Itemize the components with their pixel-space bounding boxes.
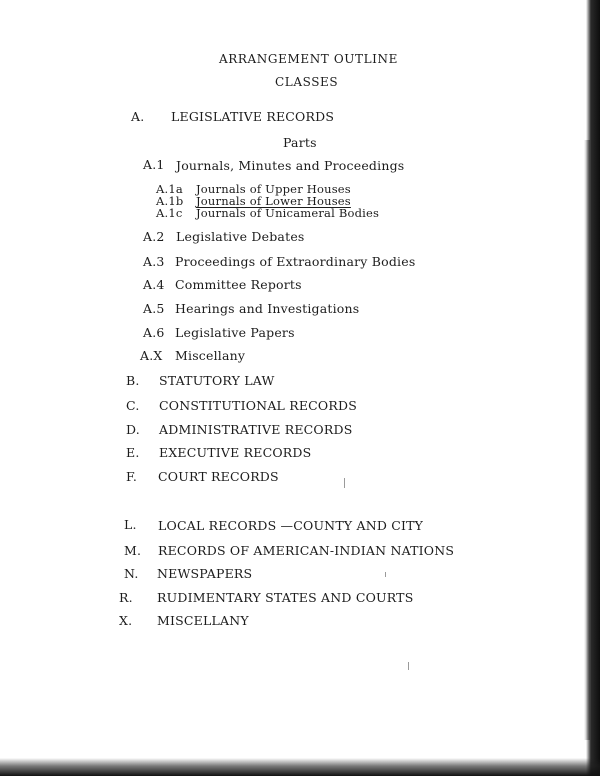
class-label: RUDIMENTARY STATES AND COURTS xyxy=(157,590,414,605)
subpart-code: A.1a xyxy=(156,182,183,196)
part-label: Proceedings of Extraordinary Bodies xyxy=(175,254,416,269)
part-label: Miscellany xyxy=(175,348,246,363)
class-label: STATUTORY LAW xyxy=(159,373,275,388)
class-letter: R. xyxy=(119,590,133,605)
part-label: Journals, Minutes and Proceedings xyxy=(176,158,405,173)
class-letter: X. xyxy=(119,613,133,628)
part-label: Committee Reports xyxy=(175,277,302,292)
part-code: A.1 xyxy=(143,157,165,172)
subpart-label: Journals of Unicameral Bodies xyxy=(196,206,380,220)
class-label: RECORDS OF AMERICAN-INDIAN NATIONS xyxy=(158,543,455,558)
page-subtitle: CLASSES xyxy=(275,75,339,89)
class-label: ADMINISTRATIVE RECORDS xyxy=(159,422,353,437)
parts-heading: Parts xyxy=(283,135,317,150)
scan-speck xyxy=(408,662,409,670)
class-letter: C. xyxy=(126,398,140,413)
part-code: A.X xyxy=(140,348,163,363)
class-a-letter: A. xyxy=(131,109,145,124)
class-label: CONSTITUTIONAL RECORDS xyxy=(159,398,357,413)
class-label: LOCAL RECORDS —COUNTY AND CITY xyxy=(158,518,424,533)
class-letter: B. xyxy=(126,373,140,388)
part-code: A.6 xyxy=(143,325,165,340)
subpart-label: Journals of Upper Houses xyxy=(196,182,351,196)
part-label: Legislative Papers xyxy=(175,325,295,340)
scan-edge-right xyxy=(586,0,600,776)
scan-speck xyxy=(385,572,386,577)
part-code: A.4 xyxy=(143,277,165,292)
class-letter: E. xyxy=(126,445,140,460)
page-title: ARRANGEMENT OUTLINE xyxy=(219,52,398,66)
part-label: Legislative Debates xyxy=(176,229,305,244)
class-letter: M. xyxy=(124,543,142,558)
subpart-label: Journals of Lower Houses xyxy=(196,194,351,208)
class-a-label: LEGISLATIVE RECORDS xyxy=(171,109,335,124)
class-letter: D. xyxy=(126,422,140,437)
part-code: A.5 xyxy=(143,301,165,316)
part-code: A.2 xyxy=(143,229,165,244)
subpart-code: A.1c xyxy=(156,206,183,220)
scan-speck xyxy=(344,478,345,488)
class-letter: L. xyxy=(124,517,137,532)
class-label: NEWSPAPERS xyxy=(157,566,253,581)
scan-edge-bottom xyxy=(0,758,600,776)
part-code: A.3 xyxy=(143,254,165,269)
class-label: EXECUTIVE RECORDS xyxy=(159,445,312,460)
class-letter: N. xyxy=(124,566,139,581)
subpart-code: A.1b xyxy=(156,194,184,208)
class-label: MISCELLANY xyxy=(157,613,249,628)
class-letter: F. xyxy=(126,469,138,484)
part-label: Hearings and Investigations xyxy=(175,301,360,316)
class-label: COURT RECORDS xyxy=(158,469,279,484)
